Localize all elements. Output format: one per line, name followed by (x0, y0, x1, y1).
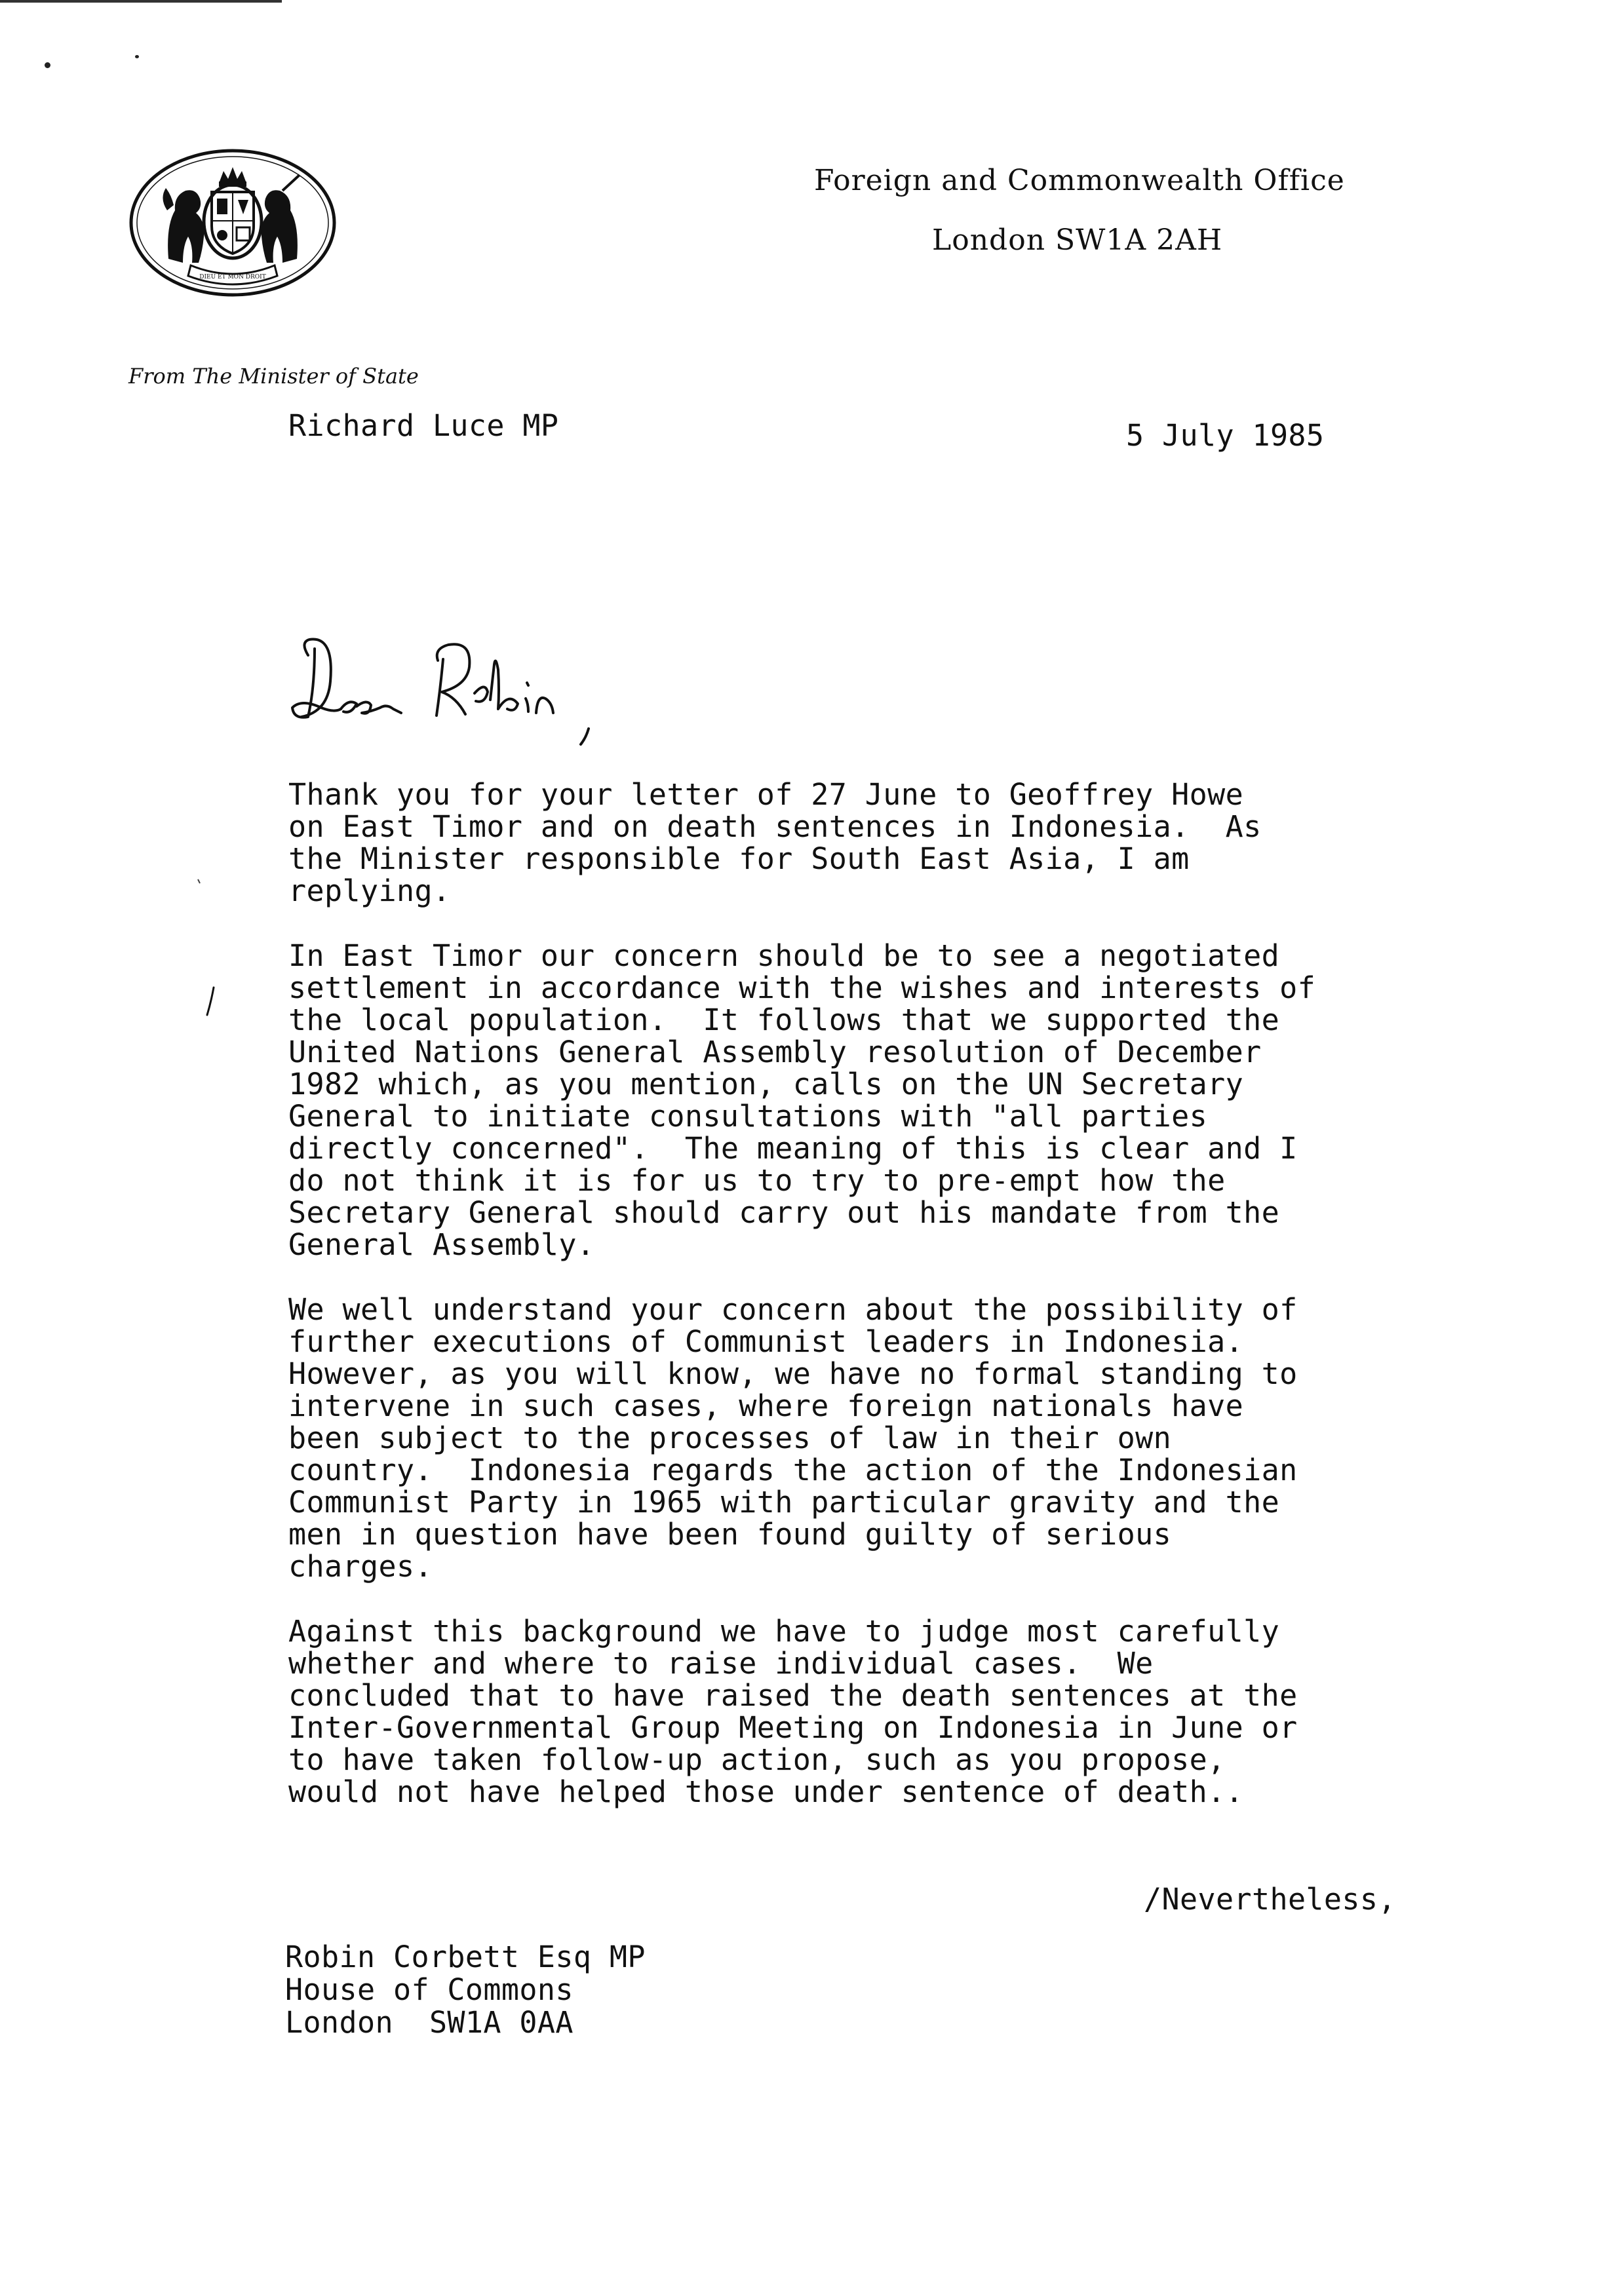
scan-speck (45, 62, 50, 68)
svg-text:DIEU ET MON DROIT: DIEU ET MON DROIT (199, 274, 266, 280)
scan-speck (135, 55, 139, 58)
margin-pen-mark (204, 986, 218, 1016)
from-label: From The Minister of State (128, 364, 419, 389)
handwritten-salutation (288, 636, 616, 760)
body-line: Against this background we have to judge most carefully (288, 1614, 1280, 1649)
scan-edge-line (0, 0, 282, 3)
addressee-block (285, 1941, 646, 2039)
body-line: would not have helped those under sentence of death.. (288, 1774, 1244, 1809)
body-line: Thank you for your letter of 27 June to Geoffrey Howe (288, 777, 1244, 812)
office-name: Foreign and Commonwealth Office (814, 164, 1345, 197)
body-line: the Minister responsible for South East Asia, I am (288, 841, 1190, 876)
continuation-catchword: /Nevertheless, (1144, 1882, 1396, 1917)
body-line: We well understand your concern about the possibility of (288, 1292, 1298, 1327)
body-line: the local population. It follows that we supported the (288, 1003, 1280, 1037)
body-line: men in question have been found guilty of serious (288, 1517, 1172, 1552)
office-address: London SW1A 2AH (932, 223, 1223, 257)
addressee-line: Robin Corbett Esq MP (285, 1940, 646, 1974)
body-line: charges. (288, 1549, 433, 1584)
body-paragraph (288, 1615, 1442, 1808)
body-line: In East Timor our concern should be to see a negotiated (288, 938, 1280, 973)
body-line: intervene in such cases, where foreign nationals have (288, 1388, 1244, 1423)
body-line: do not think it is for us to try to pre-empt how the (288, 1163, 1226, 1198)
body-line: settlement in accordance with the wishes and interests of (288, 970, 1316, 1005)
body-line: Secretary General should carry out his mandate from the (288, 1195, 1280, 1230)
body-line: on East Timor and on death sentences in Indonesia. As (288, 809, 1262, 844)
body-line: been subject to the processes of law in their own (288, 1421, 1172, 1455)
body-line: General to initiate consultations with "all parties (288, 1099, 1208, 1134)
body-paragraph (288, 940, 1442, 1261)
royal-coat-of-arms-icon (128, 147, 338, 298)
body-line: United Nations General Assembly resolution of December (288, 1035, 1262, 1069)
body-line: However, as you will know, we have no formal standing to (288, 1356, 1298, 1391)
addressee-line: London SW1A 0AA (285, 2005, 574, 2040)
body-line: further executions of Communist leaders in Indonesia. (288, 1324, 1244, 1359)
letter-date: 5 July 1985 (1126, 418, 1325, 453)
body-line: country. Indonesia regards the action of the Indonesian (288, 1453, 1298, 1487)
addressee-line: House of Commons (285, 1972, 574, 2007)
sender-name: Richard Luce MP (288, 408, 559, 443)
body-line: General Assembly. (288, 1227, 595, 1262)
body-paragraph (288, 778, 1442, 907)
body-paragraph (288, 1293, 1442, 1582)
body-line: Communist Party in 1965 with particular gravity and the (288, 1485, 1280, 1520)
letter-body (288, 778, 1442, 1841)
body-line: directly concerned". The meaning of this is clear and I (288, 1131, 1298, 1166)
body-line: Inter-Governmental Group Meeting on Indonesia in June or (288, 1710, 1298, 1745)
body-line: whether and where to raise individual cases. We (288, 1646, 1154, 1681)
body-line: replying. (288, 873, 451, 908)
body-line: 1982 which, as you mention, calls on the UN Secretary (288, 1067, 1244, 1101)
body-line: concluded that to have raised the death sentences at the (288, 1678, 1298, 1713)
body-line: to have taken follow-up action, such as you propose, (288, 1742, 1226, 1777)
office-letterhead (814, 164, 1404, 257)
margin-tick-mark (197, 875, 202, 881)
